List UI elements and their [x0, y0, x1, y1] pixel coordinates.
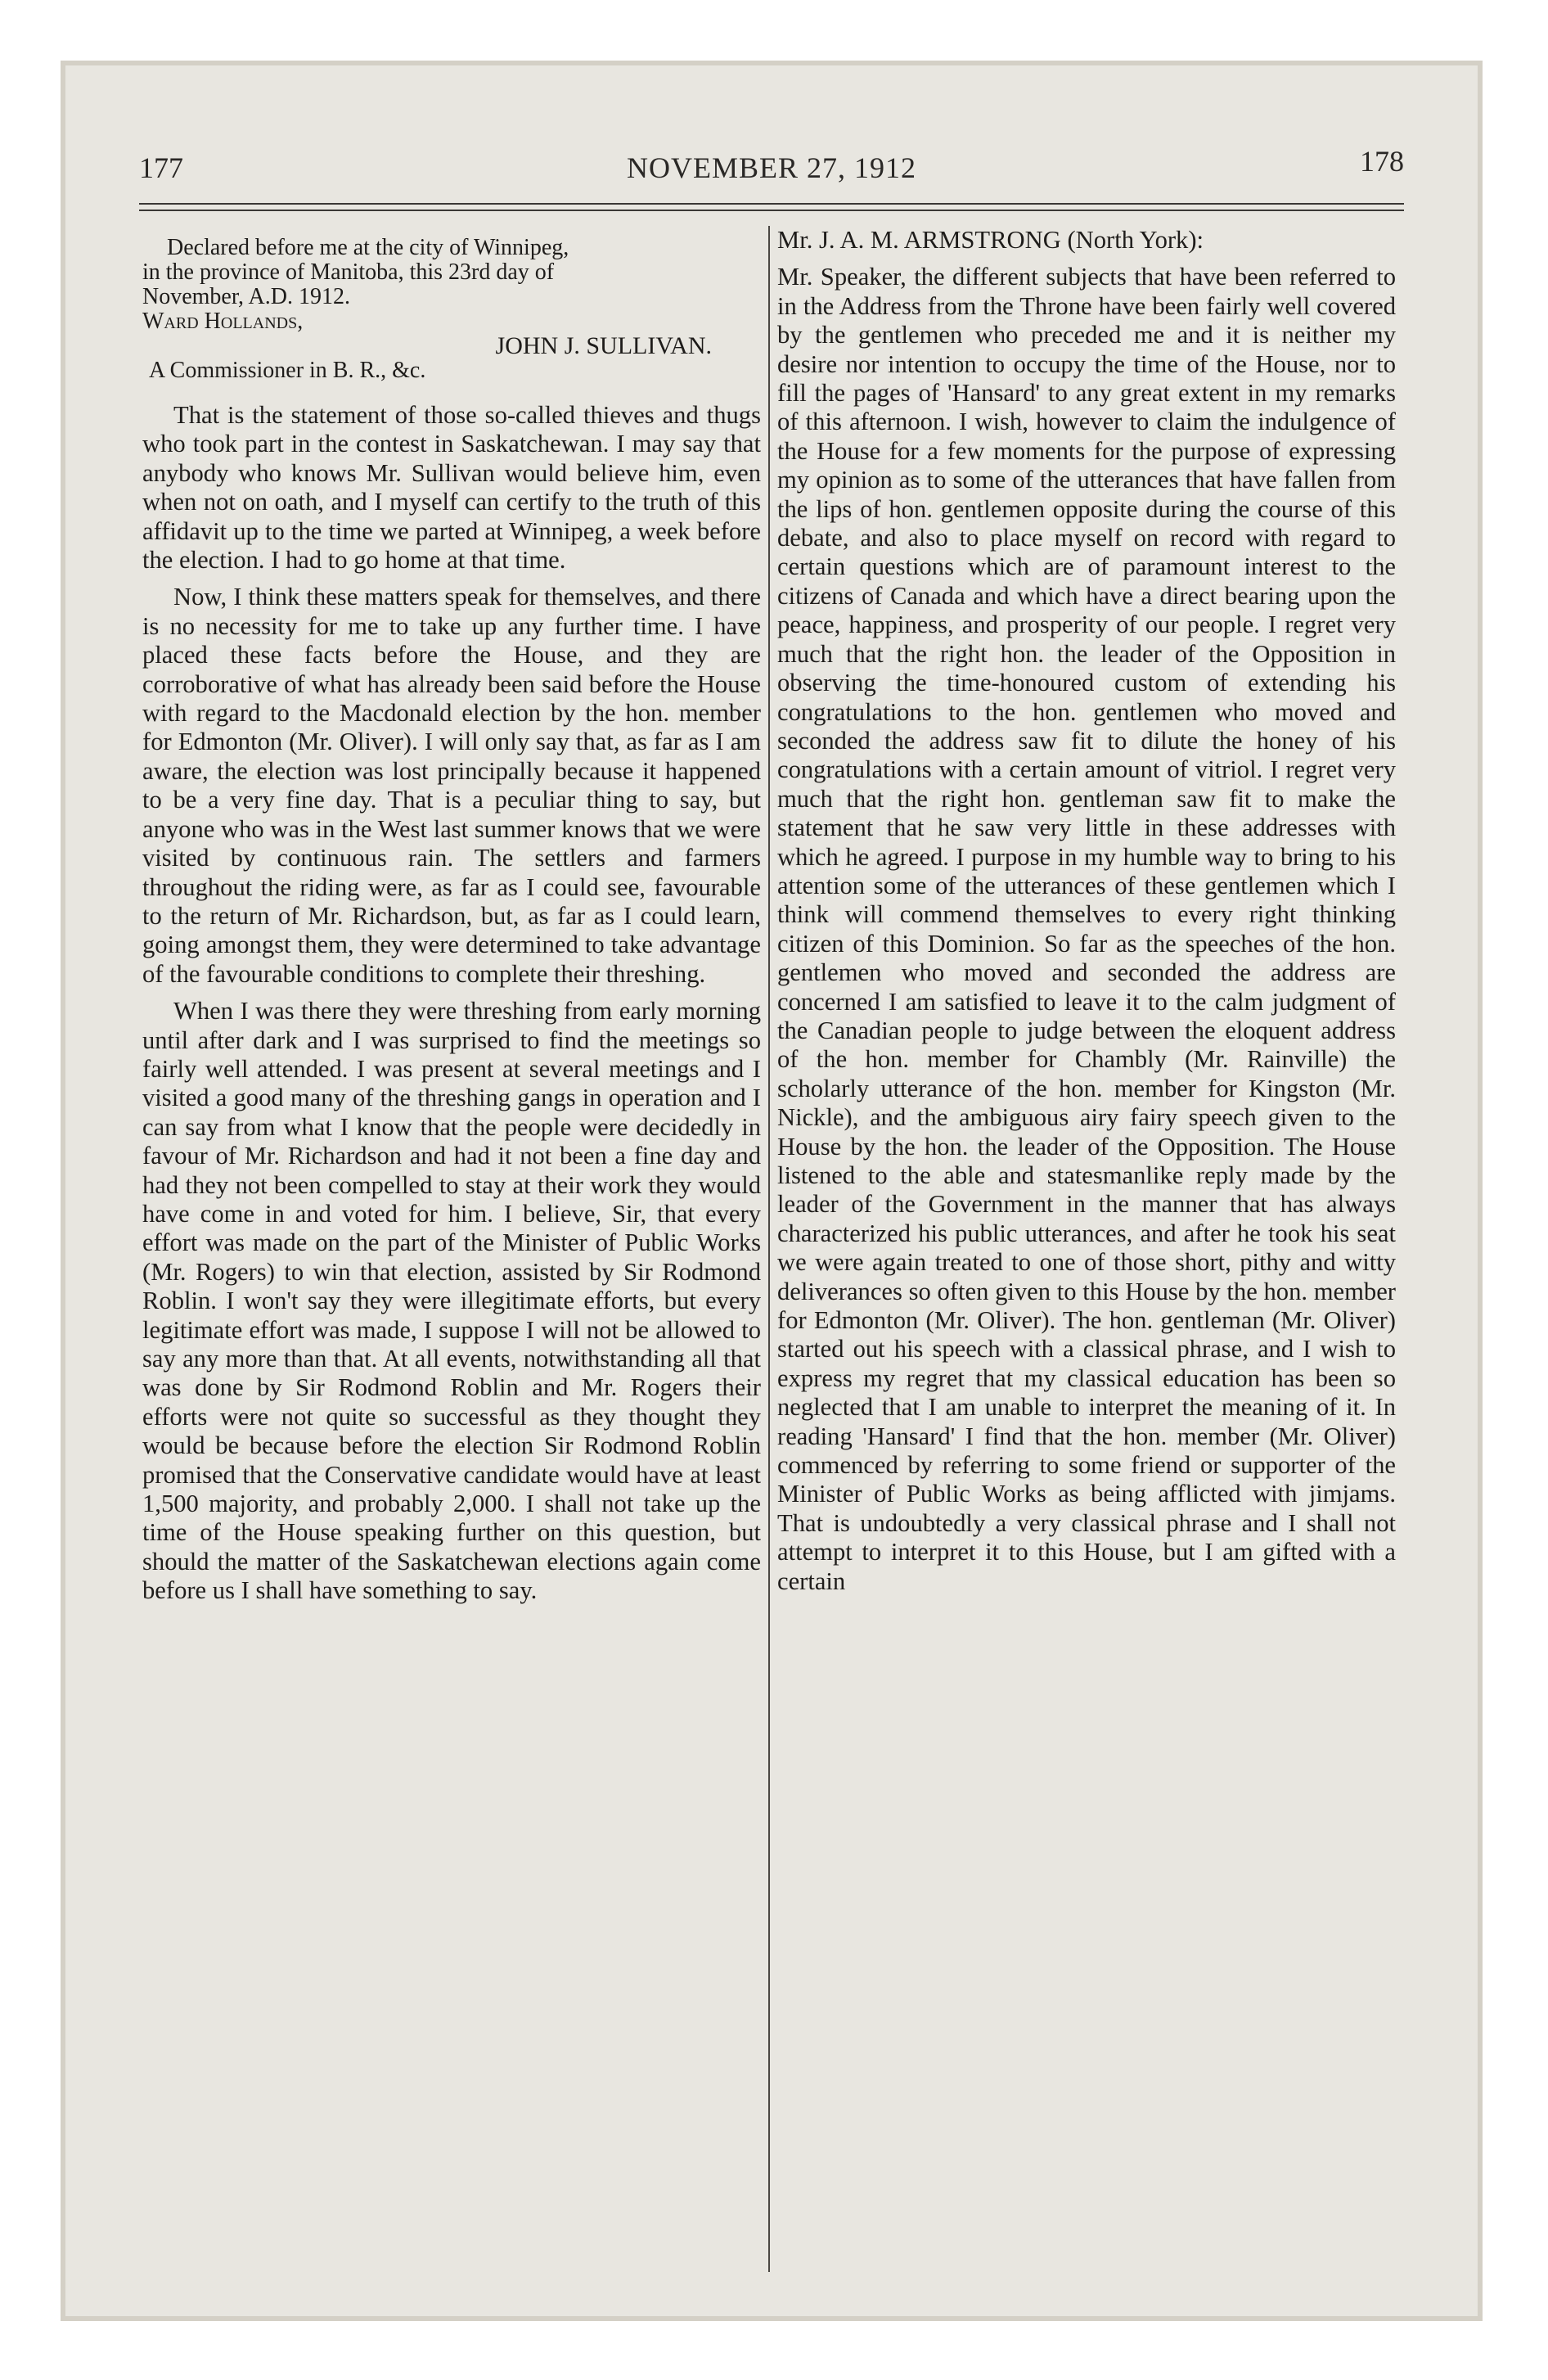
paragraph: Mr. Speaker, the different subjects that have been referred to in the Address from the Throne have been fairly well covered by the gentlemen who preceded me and it is neither my desire nor intention to occupy the time of the House, nor to fill the pages of 'Hansard' to any great extent in my remarks of this afternoon. I wish, however to claim the indulgence of the House for a few moments for the purpose of expressing my opinion as to some of the utterances that have fallen from the lips of hon. gentlemen opposite during the course of this debate, and also to place myself on record with regard to certain questions which are of paramount interest to the citizens of Canada and which have a direct bearing upon the peace, happiness, and prosperity of our people. I regret very much that the right hon. the leader of the Opposition in observing the time-honoured custom of extending his congratulations to the hon. gentlemen who moved and seconded the address saw fit to dilute the honey of his congratulations with a certain amount of vitriol. I regret very much that the right hon. gentleman saw fit to make the statement that he saw very little in these addresses with which he agreed. I purpose in my humble way to bring to his attention some of the utterances of these gentlemen which I think will commend themselves to every right thinking citizen of this Dominion. So far as the speeches of the hon. gentlemen who moved and seconded the address are concerned I am satisfied to leave it to the calm judgment of the Canadian people to judge between the eloquent address of the hon. member for Chambly (Mr. Rainville) the scholarly utterance of the hon. member for Kingston (Mr. Nickle), and the ambiguous airy fairy speech given to the House by the hon. the leader of the Opposition. The House listened to the able and statesmanlike reply made by the leader of the Government in the manner that has always characterized his public utterances, and after he took his seat we were again treated to one of those short, pithy and witty deliverances so often given to this House by the hon. member for Edmonton (Mr. Oliver). The hon. gentleman (Mr. Oliver) started out his speech with a classical phrase, and I wish to express my regret that my classical education has been so neglected that I am unable to interpret the meaning of it. In reading 'Hansard' I find that the hon. member (Mr. Oliver) commenced by referring to some friend or supporter of the Minister of Public Works as being afflicted with jimjams. That is undoubtedly a very classical phrase and I shall not attempt to interpret it to this House, but I am gifted with a certain	[777, 263, 1396, 1595]
paragraph: Now, I think these matters speak for themselves, and there is no necessity for me to take up any further time. I have placed these facts before the House, and they are corroborative of what has already been said before the House with regard to the Macdonald election by the hon. member for Edmonton (Mr. Oliver). I will only say that, as far as I am aware, the election was lost principally because it happened to be a very fine day. That is a peculiar thing to say, but anyone who was in the West last summer knows that we were visited by continuous rain. The settlers and farmers throughout the riding were, as far as I could see, favourable to the return of Mr. Richardson, but, as far as I could learn, going amongst them, they were determined to take advantage of the favourable conditions to complete their threshing.	[142, 583, 761, 988]
paragraph: That is the statement of those so-called thieves and thugs who took part in the contest in Saskatchewan. I may say that anybody who knows Mr. Sullivan would believe him, even when not on oath, and I myself can certify to the truth of this affidavit up to the time we parted at Winnipeg, a week before the election. I had to go home at that time.	[142, 401, 761, 575]
header-rule-top	[139, 203, 1404, 205]
signatory-name: JOHN J. SULLIVAN.	[495, 332, 712, 359]
column-divider	[768, 226, 770, 2272]
page-number-right: 178	[1360, 145, 1404, 178]
scan-frame	[61, 61, 1483, 2321]
declaration-line: in the province of Manitoba, this 23rd day of	[142, 259, 555, 285]
left-column	[142, 221, 761, 1606]
header-rule-bottom	[139, 210, 1404, 211]
commissioner-line: A Commissioner in B. R., &c.	[149, 358, 426, 383]
right-column	[777, 221, 1396, 1596]
affidavit-declaration	[142, 236, 761, 383]
declaration-line: November, A.D. 1912.	[142, 284, 350, 309]
page-number-left: 177	[139, 151, 183, 184]
declaration-line: Declared before me at the city of Winnipeg,	[167, 235, 569, 260]
page-date-title: NOVEMBER 27, 1912	[626, 151, 916, 184]
paragraph: When I was there they were threshing from early morning until after dark and I was surprised to find the meetings so fairly well attended. I was present at several meetings and I visited a good many of the threshing gangs in operation and I can say from what I know that the people were decidedly in favour of Mr. Richardson and had it not been a fine day and had they not been compelled to stay at their work they would have come in and voted for him. I believe, Sir, that every effort was made on the part of the Minister of Public Works (Mr. Rogers) to win that election, assisted by Sir Rodmond Roblin. I won't say they were illegitimate efforts, but every legitimate effort was made, I suppose I will not be allowed to say any more than that. At all events, notwithstanding all that was done by Sir Rodmond Roblin and Mr. Rogers their efforts were not quite so successful as they thought they would be because before the election Sir Rodmond Roblin promised that the Conservative candidate would have at least 1,500 majority, and probably 2,000. I shall not take up the time of the House speaking further on this question, but should the matter of the Saskatchewan elections again come before us I shall have something to say.	[142, 997, 761, 1605]
witness-name: Ward Hollands,	[142, 309, 304, 334]
speaker-heading: Mr. J. A. M. ARMSTRONG (North York):	[777, 226, 1204, 254]
document-page	[65, 65, 1478, 2316]
page-header	[139, 144, 1404, 193]
